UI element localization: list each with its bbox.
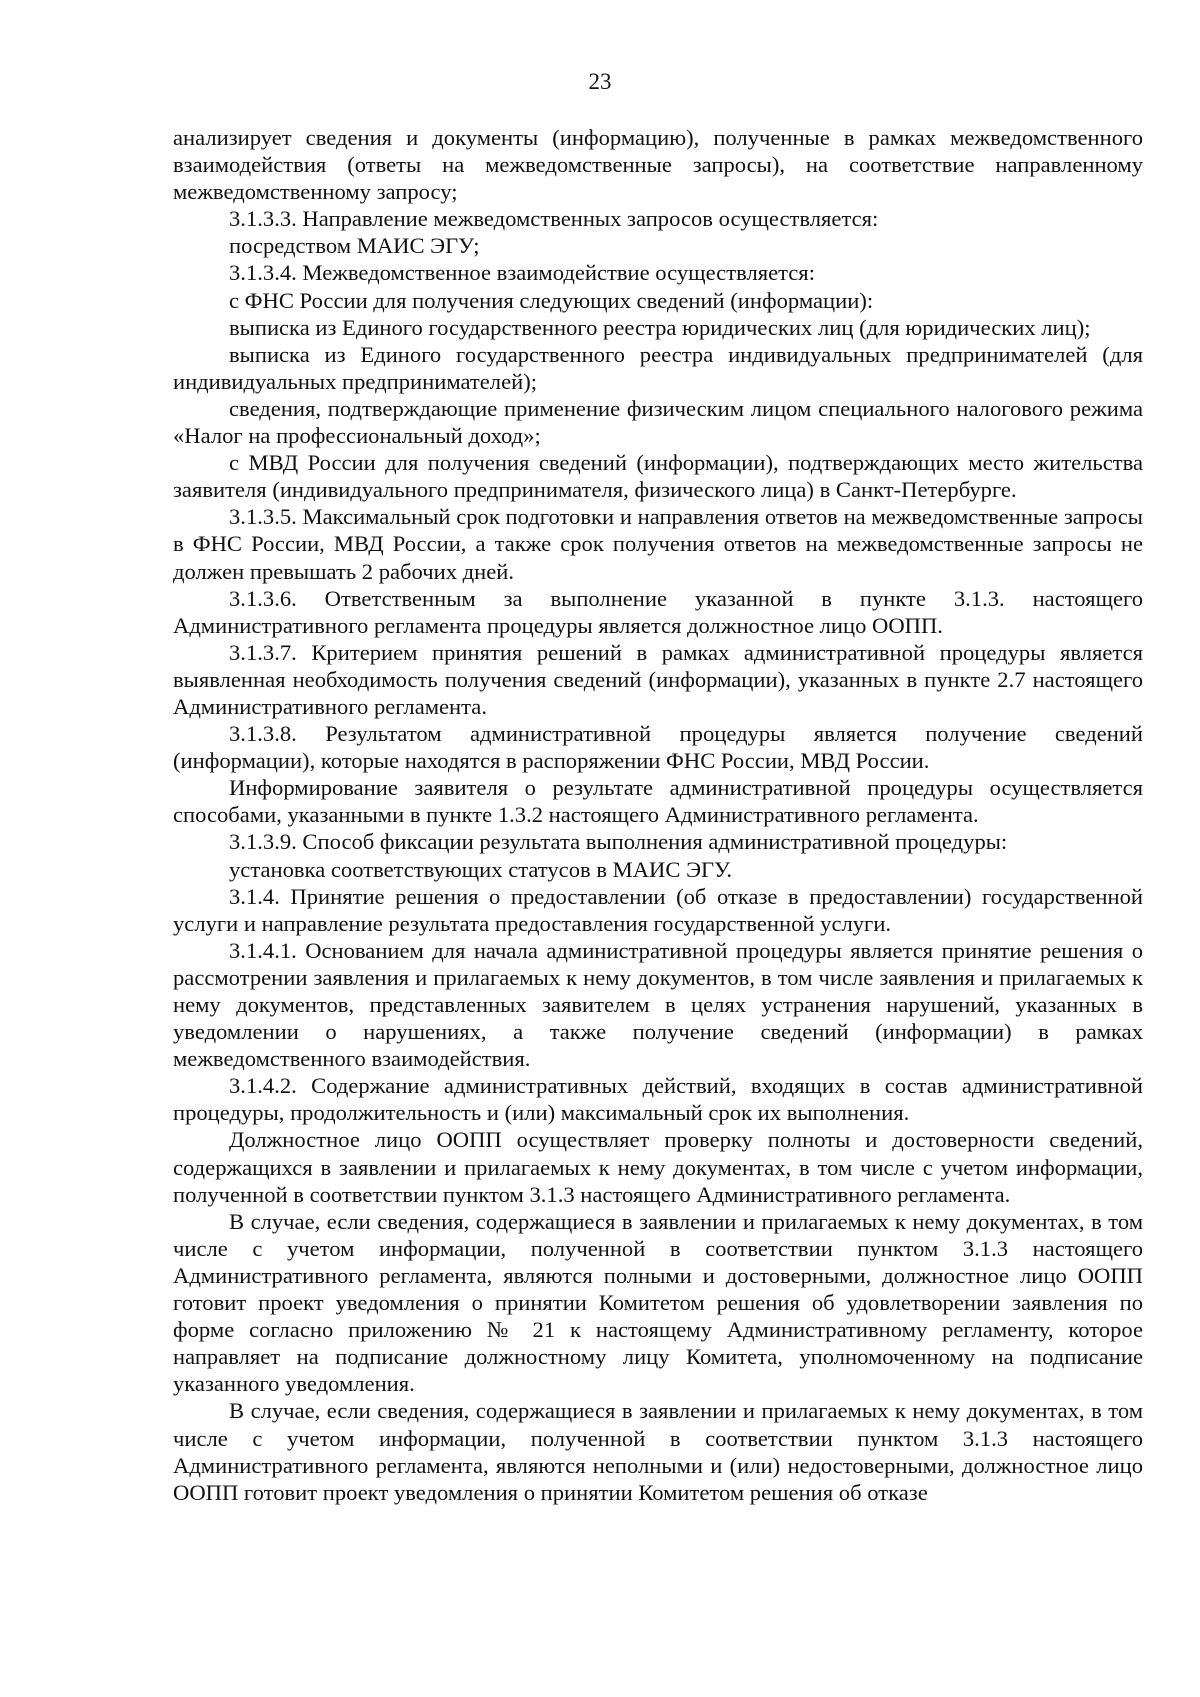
document-body bbox=[173, 124, 1143, 1506]
paragraph: 3.1.3.3. Направление межведомственных запросов осуществляется: bbox=[229, 206, 879, 232]
paragraph: В случае, если сведения, содержащиеся в заявлении и прилагаемых к нему документах, в том числе с учетом информации, полученной в соответствии пунктом 3.1.3 настоящего Административного регламента, являются неполными и (или) недостоверными, должностное лицо ООПП готовит проект уведомления о принятии Комитетом решения об отказе bbox=[173, 1398, 1143, 1505]
paragraph: сведения, подтверждающие применение физическим лицом специального налогового режима «Налог на профессиональный доход»; bbox=[173, 395, 1143, 449]
page-number: 23 bbox=[588, 69, 612, 94]
paragraph: Должностное лицо ООПП осуществляет проверку полноты и достоверности сведений, содержащихся в заявлении и прилагаемых к нему документах, в том числе с учетом информации, полученной в соответствии пунктом 3.1.3 настоящего Административного регламента. bbox=[173, 1127, 1143, 1207]
paragraph: 3.1.3.7. Критерием принятия решений в рамках административной процедуры является выявленная необходимость получения сведений (информации), указанных в пункте 2.7 настоящего Административного регламента. bbox=[173, 639, 1143, 719]
paragraph: 3.1.4.1. Основанием для начала административной процедуры является принятие решения о рассмотрении заявления и прилагаемых к нему документов, в том числе заявления и прилагаемых к нему документов, представленных заявителем в целях устранения нарушений, указанных в уведомлении о нарушениях, а также получение сведений (информации) в рамках межведомственного взаимодействия. bbox=[173, 937, 1143, 1072]
paragraph: 3.1.4.2. Содержание административных действий, входящих в состав административной процедуры, продолжительность и (или) максимальный срок их выполнения. bbox=[173, 1073, 1143, 1126]
paragraph: 3.1.3.8. Результатом административной процедуры является получение сведений (информации), которые находятся в распоряжении ФНС России, МВД России. bbox=[173, 721, 1143, 774]
paragraph: 3.1.3.5. Максимальный срок подготовки и направления ответов на межведомственные запросы в ФНС России, МВД России, а также срок получения ответов на межведомственные запросы не должен превышать 2 рабочих дней. bbox=[173, 504, 1143, 584]
paragraph: 3.1.3.6. Ответственным за выполнение указанной в пункте 3.1.3. настоящего Административного регламента процедуры является должностное лицо ООПП. bbox=[173, 585, 1143, 638]
paragraph: с МВД России для получения сведений (информации), подтверждающих место жительства заявителя (индивидуального предпринимателя, физического лица) в Санкт-Петербурге. bbox=[173, 450, 1143, 503]
paragraph: Информирование заявителя о результате административной процедуры осуществляется способами, указанными в пункте 1.3.2 настоящего Административного регламента. bbox=[173, 775, 1143, 828]
paragraph: 3.1.3.4. Межведомственное взаимодействие осуществляется: bbox=[229, 260, 815, 286]
paragraph: установка соответствующих статусов в МАИС ЭГУ. bbox=[229, 856, 733, 882]
paragraph: В случае, если сведения, содержащиеся в заявлении и прилагаемых к нему документах, в том числе с учетом информации, полученной в соответствии пунктом 3.1.3 настоящего Административного регламента, являются полными и достоверными, должностное лицо ООПП готовит проект уведомления о принятии Комитетом решения об удовлетворении заявления по форме согласно приложению № 21 к настоящему Административному регламенту, которое направляет на подписание должностному лицу Комитета, уполномоченному на подписание указанного уведомления. bbox=[173, 1208, 1143, 1397]
paragraph: 3.1.4. Принятие решения о предоставлении (об отказе в предоставлении) государственной услуги и направление результата предоставления государственной услуги. bbox=[173, 883, 1143, 936]
paragraph: выписка из Единого государственного реестра юридических лиц (для юридических лиц); bbox=[229, 314, 1091, 340]
paragraph: 3.1.3.9. Способ фиксации результата выполнения административной процедуры: bbox=[229, 829, 1008, 855]
paragraph: выписка из Единого государственного реестра индивидуальных предпринимателей (для индивидуальных предпринимателей); bbox=[173, 341, 1143, 394]
paragraph: анализирует сведения и документы (информацию), полученные в рамках межведомственного взаимодействия (ответы на межведомственные запросы), на соответствие направленному межведомственному запросу; bbox=[173, 125, 1143, 205]
paragraph: с ФНС России для получения следующих сведений (информации): bbox=[229, 287, 874, 313]
paragraph: посредством МАИС ЭГУ; bbox=[229, 233, 480, 259]
